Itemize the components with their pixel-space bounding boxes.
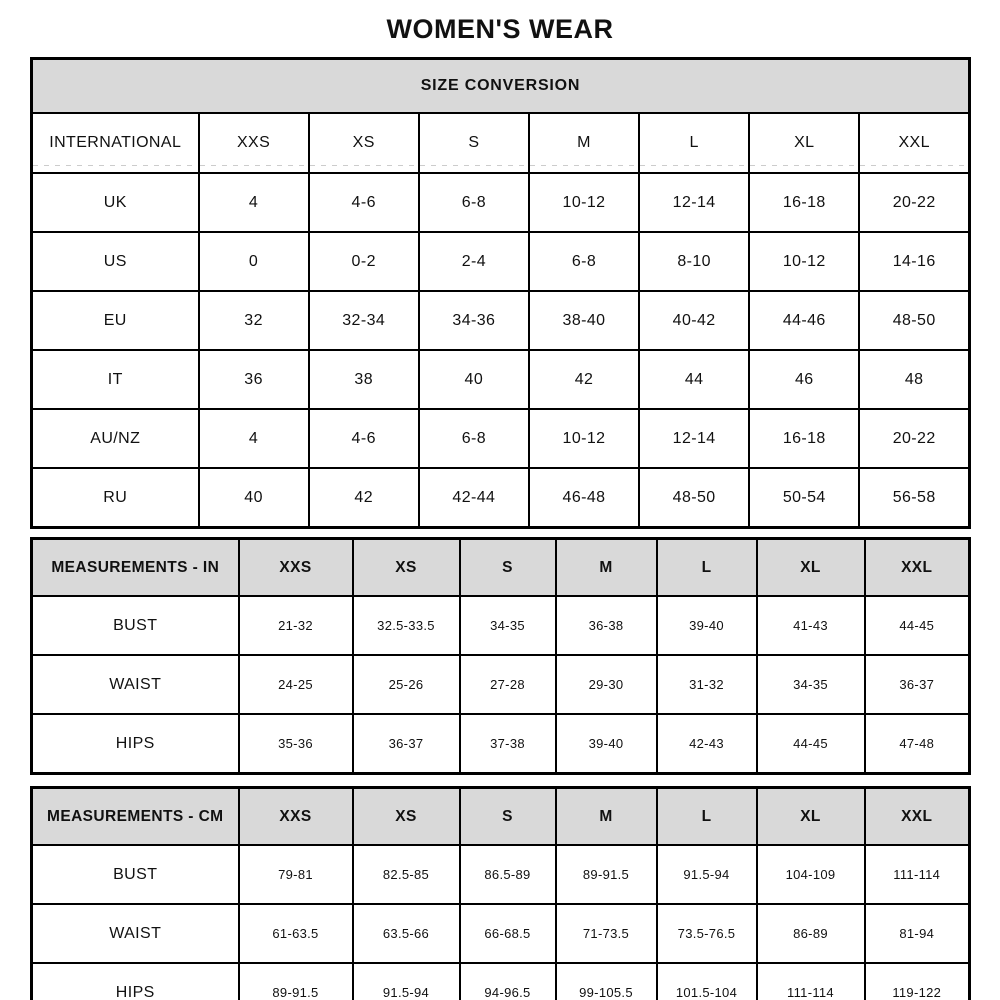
measurement-cell: 35-36: [239, 714, 353, 774]
column-header-row: [32, 788, 970, 846]
size-cell: 10-12: [749, 232, 859, 291]
table-row: [32, 714, 970, 774]
table-row: [32, 963, 970, 1000]
column-header: INTERNATIONAL: [32, 113, 199, 173]
measurement-cell: 101.5-104: [657, 963, 757, 1000]
row-label: WAIST: [32, 655, 239, 714]
size-cell: 40-42: [639, 291, 749, 350]
measurement-cell: 31-32: [657, 655, 757, 714]
measurement-cell: 86-89: [757, 904, 865, 963]
size-cell: 4: [199, 409, 309, 468]
column-header: S: [419, 113, 529, 173]
column-header: L: [657, 788, 757, 846]
size-cell: 0-2: [309, 232, 419, 291]
size-cell: 4: [199, 173, 309, 232]
column-header: M: [556, 788, 657, 846]
size-cell: 42: [529, 350, 639, 409]
measurement-cell: 21-32: [239, 596, 353, 655]
row-label: IT: [32, 350, 199, 409]
size-cell: 44-46: [749, 291, 859, 350]
table-row: [32, 468, 970, 528]
measurement-cell: 47-48: [865, 714, 970, 774]
size-cell: 12-14: [639, 409, 749, 468]
size-cell: 10-12: [529, 173, 639, 232]
measurement-cell: 36-37: [353, 714, 460, 774]
size-cell: 4-6: [309, 173, 419, 232]
measurement-cell: 29-30: [556, 655, 657, 714]
column-header: S: [460, 539, 556, 597]
column-header: M: [556, 539, 657, 597]
measurement-cell: 36-38: [556, 596, 657, 655]
row-label: US: [32, 232, 199, 291]
row-label: BUST: [32, 596, 239, 655]
table-row: [32, 173, 970, 232]
measurements-in-table: [30, 537, 971, 775]
size-cell: 16-18: [749, 409, 859, 468]
table-row: [32, 596, 970, 655]
row-label: HIPS: [32, 714, 239, 774]
size-cell: 42: [309, 468, 419, 528]
measurement-cell: 89-91.5: [239, 963, 353, 1000]
table-title-row: [32, 59, 970, 114]
column-header: XXS: [239, 788, 353, 846]
size-cell: 40: [199, 468, 309, 528]
column-header: XXL: [859, 113, 969, 173]
measurement-cell: 39-40: [657, 596, 757, 655]
row-label: HIPS: [32, 963, 239, 1000]
row-label: RU: [32, 468, 199, 528]
measurement-cell: 61-63.5: [239, 904, 353, 963]
measurement-cell: 94-96.5: [460, 963, 556, 1000]
measurement-cell: 32.5-33.5: [353, 596, 460, 655]
table-row: [32, 350, 970, 409]
measurement-cell: 82.5-85: [353, 845, 460, 904]
column-header: XS: [353, 539, 460, 597]
measurement-cell: 44-45: [865, 596, 970, 655]
measurement-cell: 111-114: [757, 963, 865, 1000]
size-cell: 48: [859, 350, 969, 409]
table-row: [32, 409, 970, 468]
column-header: XL: [757, 539, 865, 597]
column-header: L: [639, 113, 749, 173]
measurement-cell: 63.5-66: [353, 904, 460, 963]
size-cell: 34-36: [419, 291, 529, 350]
table-title: SIZE CONVERSION: [32, 59, 970, 114]
column-header: M: [529, 113, 639, 173]
measurement-cell: 119-122: [865, 963, 970, 1000]
measurement-cell: 36-37: [865, 655, 970, 714]
size-cell: 10-12: [529, 409, 639, 468]
column-header: XXS: [199, 113, 309, 173]
table-row: [32, 291, 970, 350]
measurement-cell: 73.5-76.5: [657, 904, 757, 963]
row-label: WAIST: [32, 904, 239, 963]
measurement-cell: 24-25: [239, 655, 353, 714]
size-cell: 42-44: [419, 468, 529, 528]
size-cell: 6-8: [419, 409, 529, 468]
size-cell: 46-48: [529, 468, 639, 528]
size-cell: 32: [199, 291, 309, 350]
measurement-cell: 37-38: [460, 714, 556, 774]
column-header: XS: [309, 113, 419, 173]
measurement-cell: 27-28: [460, 655, 556, 714]
size-cell: 50-54: [749, 468, 859, 528]
size-cell: 40: [419, 350, 529, 409]
size-cell: 8-10: [639, 232, 749, 291]
column-header: XXL: [865, 788, 970, 846]
size-cell: 56-58: [859, 468, 969, 528]
table-row: [32, 845, 970, 904]
size-cell: 20-22: [859, 173, 969, 232]
size-cell: 14-16: [859, 232, 969, 291]
column-header-row: [32, 113, 970, 173]
measurement-cell: 91.5-94: [657, 845, 757, 904]
column-header: L: [657, 539, 757, 597]
measurements-cm-table: [30, 786, 971, 1000]
size-cell: 16-18: [749, 173, 859, 232]
measurement-cell: 71-73.5: [556, 904, 657, 963]
measurement-cell: 91.5-94: [353, 963, 460, 1000]
table-title: MEASUREMENTS - IN: [32, 539, 239, 597]
table-row: [32, 232, 970, 291]
size-cell: 48-50: [639, 468, 749, 528]
size-cell: 48-50: [859, 291, 969, 350]
column-header-row: [32, 539, 970, 597]
size-cell: 2-4: [419, 232, 529, 291]
measurement-cell: 66-68.5: [460, 904, 556, 963]
row-label: EU: [32, 291, 199, 350]
measurement-cell: 39-40: [556, 714, 657, 774]
measurement-cell: 104-109: [757, 845, 865, 904]
measurement-cell: 81-94: [865, 904, 970, 963]
column-header: XL: [749, 113, 859, 173]
measurement-cell: 79-81: [239, 845, 353, 904]
measurement-cell: 99-105.5: [556, 963, 657, 1000]
size-cell: 46: [749, 350, 859, 409]
table-title: MEASUREMENTS - CM: [32, 788, 239, 846]
size-cell: 0: [199, 232, 309, 291]
column-header: S: [460, 788, 556, 846]
size-cell: 12-14: [639, 173, 749, 232]
row-label: BUST: [32, 845, 239, 904]
measurement-cell: 34-35: [460, 596, 556, 655]
column-header: XXS: [239, 539, 353, 597]
size-cell: 4-6: [309, 409, 419, 468]
size-cell: 38-40: [529, 291, 639, 350]
measurement-cell: 41-43: [757, 596, 865, 655]
table-row: [32, 904, 970, 963]
measurement-cell: 44-45: [757, 714, 865, 774]
measurement-cell: 86.5-89: [460, 845, 556, 904]
column-header: XS: [353, 788, 460, 846]
page-title: WOMEN'S WEAR: [386, 14, 614, 44]
size-cell: 20-22: [859, 409, 969, 468]
measurement-cell: 34-35: [757, 655, 865, 714]
size-cell: 38: [309, 350, 419, 409]
size-cell: 6-8: [529, 232, 639, 291]
measurement-cell: 42-43: [657, 714, 757, 774]
measurement-cell: 25-26: [353, 655, 460, 714]
size-cell: 6-8: [419, 173, 529, 232]
table-row: [32, 655, 970, 714]
row-label: UK: [32, 173, 199, 232]
measurement-cell: 111-114: [865, 845, 970, 904]
size-cell: 32-34: [309, 291, 419, 350]
size-cell: 44: [639, 350, 749, 409]
size-conversion-table: [30, 57, 971, 529]
column-header: XXL: [865, 539, 970, 597]
measurement-cell: 89-91.5: [556, 845, 657, 904]
row-label: AU/NZ: [32, 409, 199, 468]
column-header: XL: [757, 788, 865, 846]
size-cell: 36: [199, 350, 309, 409]
